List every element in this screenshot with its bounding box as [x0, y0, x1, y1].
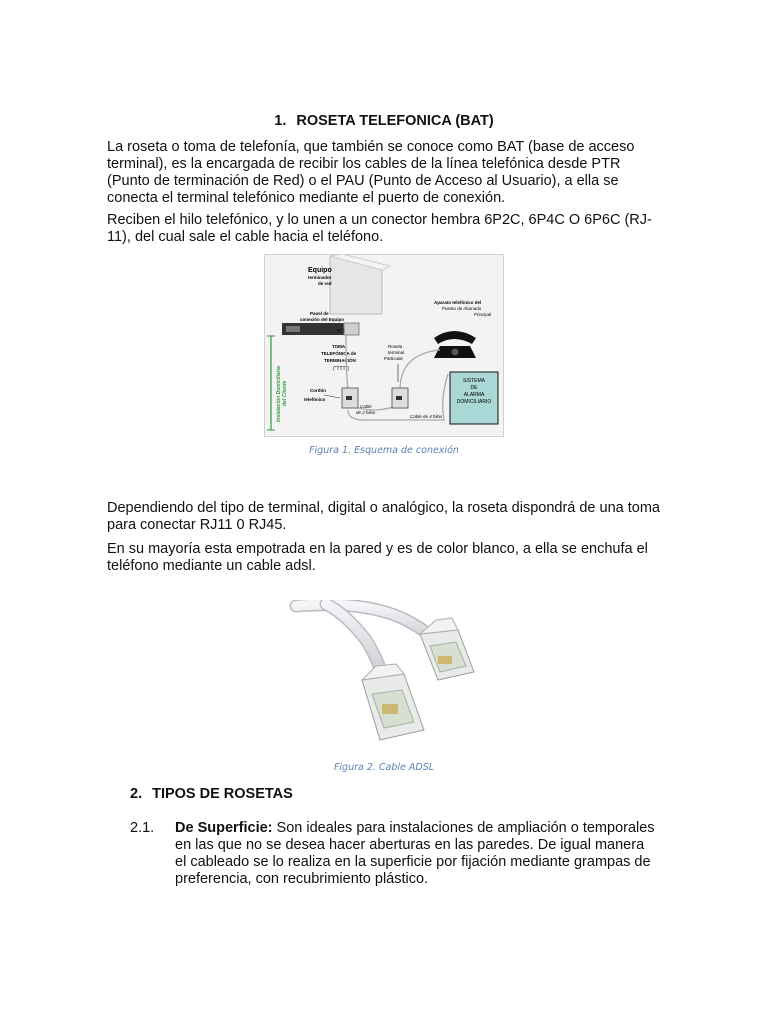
svg-text:Cordón: Cordón [310, 388, 326, 393]
svg-text:Cable: Cable [360, 404, 372, 409]
list-item-text: Son ideales para instalaciones de ampliación o temporales en las que no se desea hacer aberturas en las paredes. De igual manera el cableado se lo realiza en la superficie por fijación mediante grampas de preferencia, con recubrimiento plástico. [175, 820, 655, 887]
figure-2-caption: Figura 2. Cable ADSL [333, 762, 435, 773]
svg-text:conexión del Equipo: conexión del Equipo [300, 317, 345, 322]
svg-text:TELEFÓNICA de: TELEFÓNICA de [321, 351, 357, 356]
svg-text:Panel de: Panel de [310, 311, 329, 316]
list-item-term: De Superficie: [175, 820, 273, 836]
list-item-body [175, 820, 655, 888]
paragraph-1: La roseta o toma de telefonía, que también se conoce como BAT (base de acceso terminal), es la encargada de recibir los cables de la línea telefónica desde PTR (Punto de terminación de Red) o el PAU (Punto de Acceso al Usuario), a ella se conecta el terminal telefónico mediante el puerto de conexión. [107, 139, 635, 206]
svg-text:Particular: Particular [384, 356, 404, 361]
svg-text:SISTEMA: SISTEMA [463, 378, 485, 384]
section-2-title: TIPOS DE ROSETAS [152, 786, 293, 802]
rj11-connector-left-icon [362, 664, 424, 740]
svg-text:Roseta: Roseta [388, 344, 403, 349]
svg-text:terminal: terminal [388, 350, 405, 355]
figure-1-caption: Figura 1. Esquema de conexión [309, 445, 459, 456]
svg-text:("TTT"): ("TTT") [333, 366, 350, 372]
svg-text:terminador: terminador [308, 275, 332, 280]
panel-right-icon [344, 323, 359, 335]
svg-text:ALARMA: ALARMA [463, 392, 485, 398]
paragraph-2: Reciben el hilo telefónico, y lo unen a un conector hembra 6P2C, 6P4C O 6P6C (RJ-11), del cual sale el cable hacia el teléfono. [107, 212, 652, 245]
svg-text:Principal: Principal [474, 312, 492, 317]
section-2-number: 2. [130, 786, 143, 802]
svg-text:TOMA: TOMA [332, 344, 346, 349]
svg-text:TERMINACIÓN: TERMINACIÓN [324, 358, 356, 363]
list-item-number: 2.1. [130, 820, 155, 836]
section-1-title: ROSETA TELEFONICA (BAT) [296, 113, 494, 129]
section-1-number: 1. [274, 113, 287, 129]
svg-text:Instalación Domiciliaria: Instalación Domiciliaria [276, 366, 282, 422]
svg-text:DOMICILIARIO: DOMICILIARIO [456, 399, 492, 405]
section-2-heading [130, 786, 293, 802]
paragraph-4: En su mayoría esta empotrada en la pared y es de color blanco, a ella se enchufa el teléfono mediante un cable adsl. [107, 541, 648, 574]
connection-diagram-figure [264, 254, 504, 437]
svg-text:Puesto de Abonado: Puesto de Abonado [442, 306, 482, 311]
svg-text:telefónico: telefónico [304, 397, 326, 402]
adsl-cable-figure [286, 600, 482, 752]
label-equipo: Equipo [308, 267, 332, 274]
rj11-connector-right-icon [420, 618, 474, 680]
svg-text:Cable de 4 hilos: Cable de 4 hilos [410, 414, 443, 419]
svg-text:DE: DE [470, 385, 478, 391]
svg-text:del Cliente: del Cliente [282, 380, 288, 406]
svg-text:de 2 hilos: de 2 hilos [356, 410, 376, 415]
svg-text:Aparato telefónico del: Aparato telefónico del [434, 300, 482, 305]
svg-text:de red: de red [318, 281, 332, 286]
svg-text:=▢: =▢ [337, 328, 345, 334]
paragraph-3: Dependiendo del tipo de terminal, digital o analógico, la roseta dispondrá de una toma para conectar RJ11 0 RJ45. [107, 500, 660, 533]
section-1-heading [0, 113, 768, 129]
